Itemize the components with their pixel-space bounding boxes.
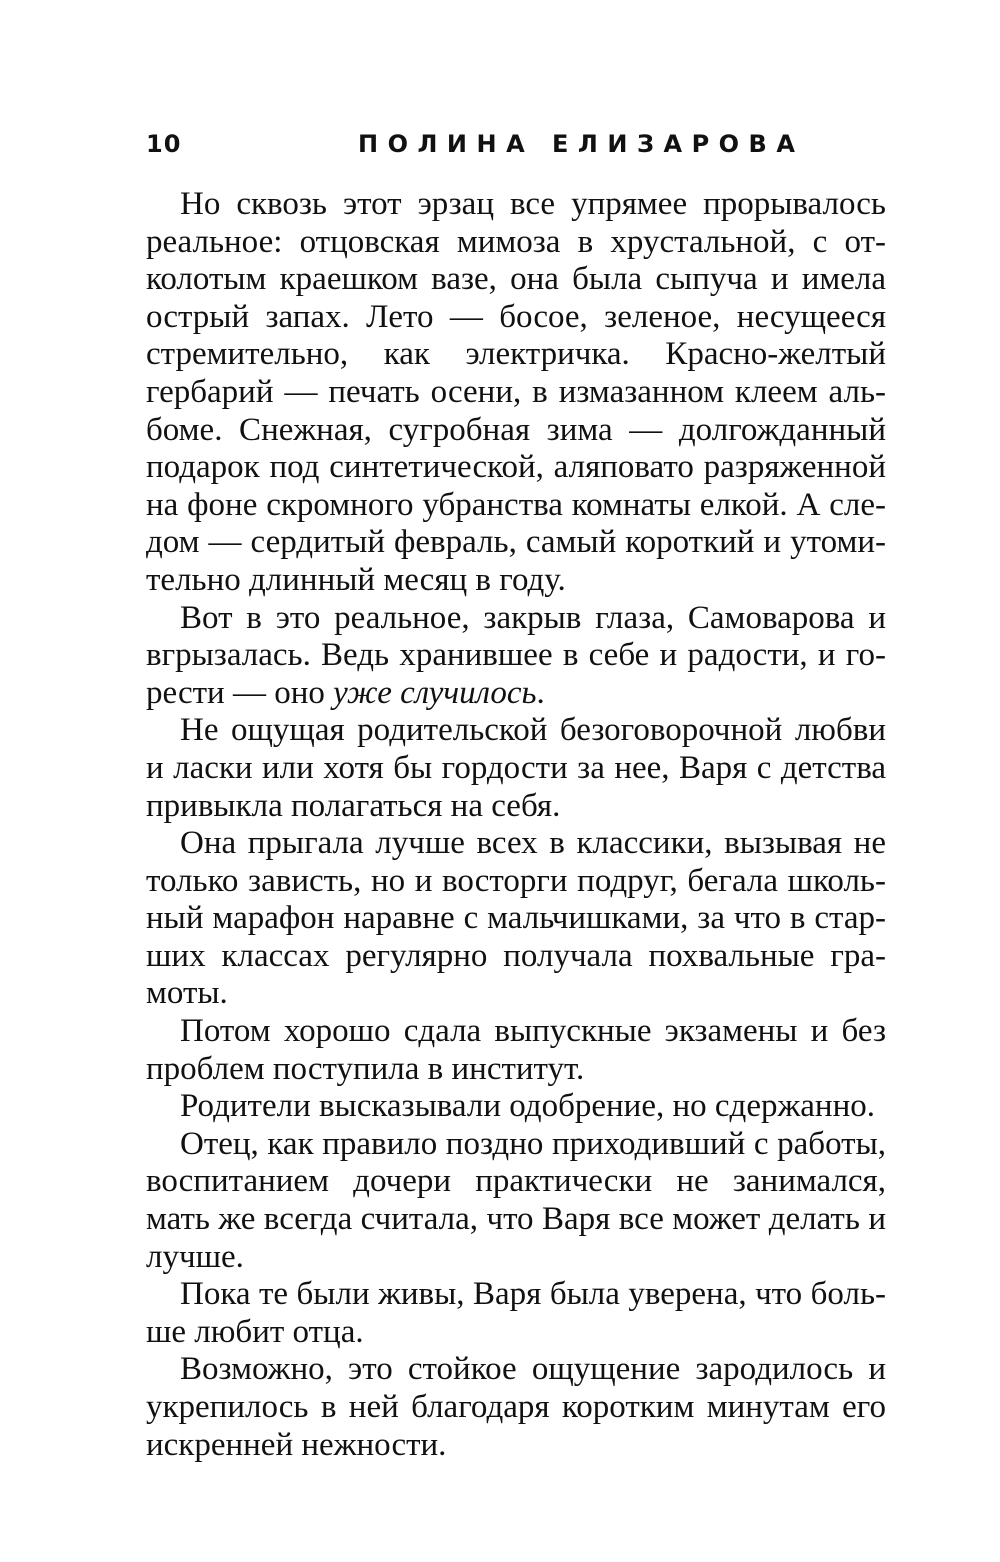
paragraph-2 [146, 600, 886, 713]
paragraph-2-end: . [536, 674, 545, 711]
paragraph-2-text: Вот в это реальное, закрыв глаза, Самоварова и вгрызалась. Ведь хранившее в себе и радости, и горести — оно [146, 599, 886, 711]
page-number: 10 [146, 130, 182, 158]
paragraph-8: Пока те были живы, Варя была уверена, что больше любит отца. [146, 1276, 886, 1350]
running-head [146, 124, 886, 164]
paragraph-4: Она прыгала лучше всех в классики, вызывая не только зависть, но и восторги подруг, бегала школьный марафон наравне с мальчишками, за что в старших классах регулярно получала похвальные грамоты. [146, 825, 886, 1012]
paragraph-3: Не ощущая родительской безоговорочной любви и ласки или хотя бы гордости за нее, Варя с детства привыкла полагаться на себя. [146, 712, 886, 824]
paragraph-7: Отец, как правило поздно приходивший с работы, воспитанием дочери практически не занимался, мать же всегда считала, что Варя все может делать и лучше. [146, 1125, 886, 1275]
paragraph-6: Родители высказывали одобрение, но сдержанно. [180, 1088, 875, 1125]
paragraph-5: Потом хорошо сдала выпускные экзамены и без проблем поступила в институт. [146, 1013, 886, 1087]
paragraph-1: Но сквозь этот эрзац все упрямее прорывалось реальное: отцовская мимоза в хрустальной, с отколотым краешком вазе, она была сыпуча и имела острый запах. Лето — босое, зеленое, несущееся стремительно, как электричка. Красно-желтый гербарий — печать осени, в измазанном клеем альбоме. Снежная, сугробная зима — долгожданный подарок под синтетической, аляповато разряженной на фоне скромного убранства комнаты елкой. А следом — сердитый февраль, самый короткий и утомительно длинный месяц в году. [146, 186, 886, 598]
author-name: ПОЛИНА ЕЛИЗАРОВА [358, 130, 805, 158]
paragraph-9: Возможно, это стойкое ощущение зародилось и укрепилось в ней благодаря коротким минутам его искренней нежности. [146, 1351, 886, 1463]
paragraph-2-emphasis: уже случилось [333, 674, 537, 711]
text-body [146, 186, 886, 1464]
